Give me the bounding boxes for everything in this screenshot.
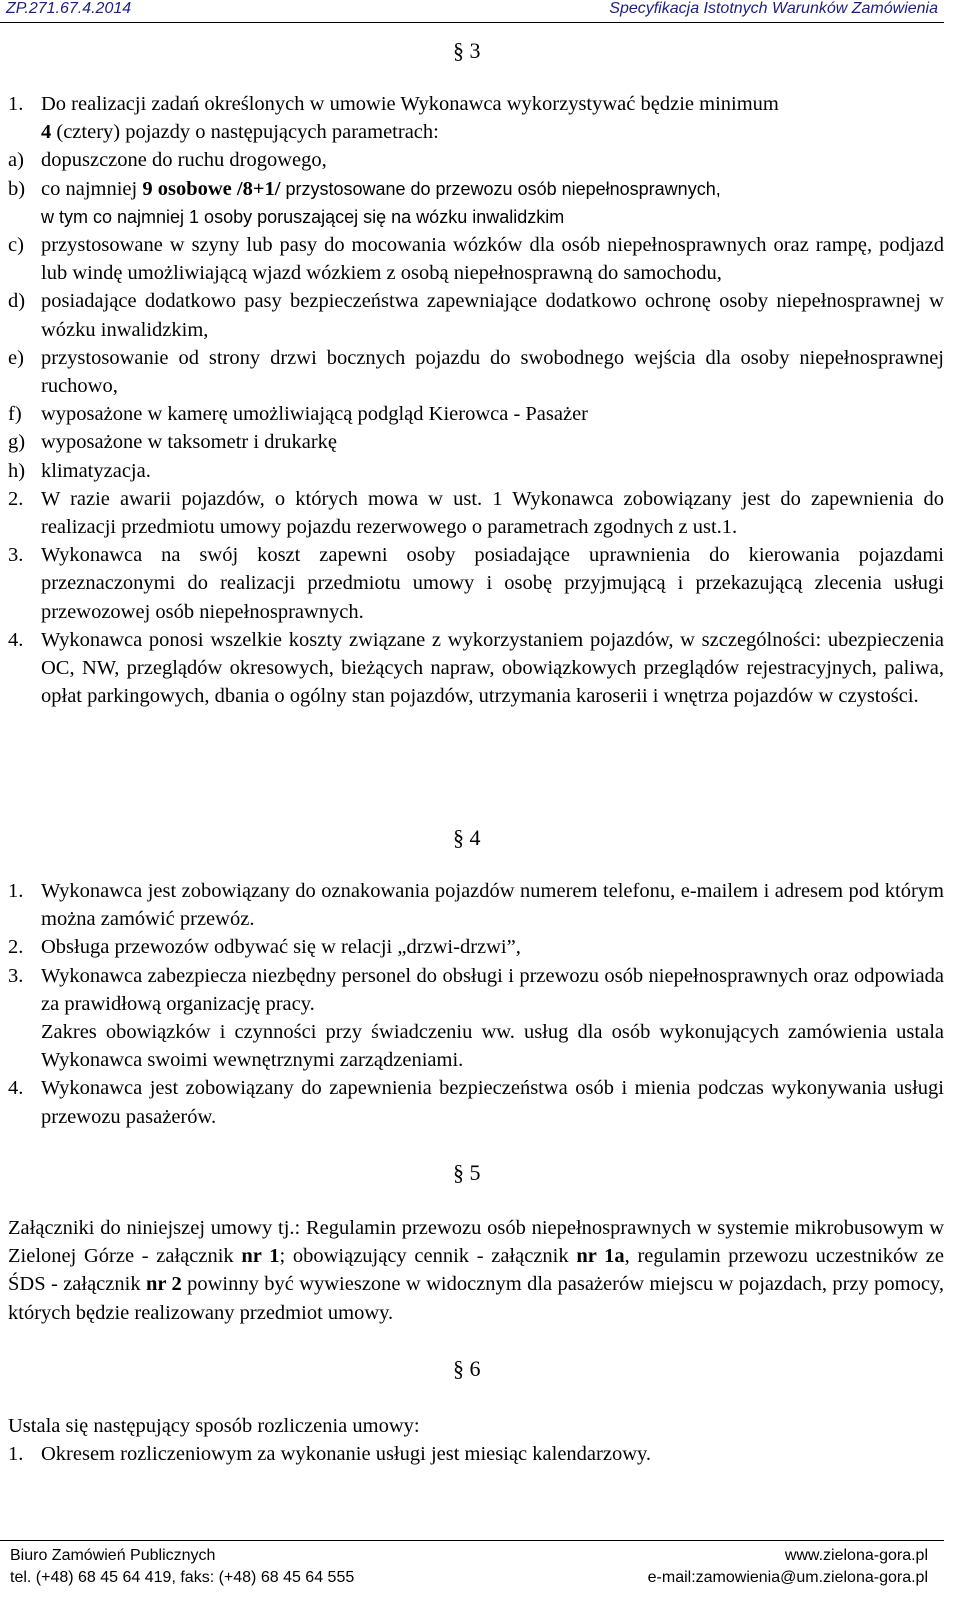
item-number: 4. (8, 628, 24, 651)
item-text: W razie awarii pojazdów, o których mowa w ust. 1 Wykonawca zobowiązany jest do zapewnienia do realizacji przedmiotu umowy pojazdu rezerwowego o parametrach zgodnych z ust.1. (41, 487, 944, 539)
footer-website: www.zielona-gora.pl (784, 1547, 928, 1564)
item-number: 3. (8, 964, 24, 987)
sub-letter: a) (8, 149, 24, 172)
item-text: Wykonawca zabezpiecza niezbędny personel do obsługi i przewozu osób niepełnosprawnych oraz odpowiada za prawidłową organizację pracy. (41, 964, 944, 1015)
s4-item-4 (8, 1074, 944, 1130)
section-6-title: § 6 (453, 1356, 481, 1381)
sub-text: dopuszczone do ruchu drogowego, (41, 149, 327, 172)
document-reference: ZP.271.67.4.2014 (6, 0, 132, 17)
section-5-body (8, 1214, 944, 1327)
item-bold: 4 (41, 121, 52, 144)
item-number: 2. (8, 936, 24, 959)
item-text: Wykonawca jest zobowiązany do oznakowania pojazdów numerem telefonu, e-mailem i adresem pod którym można zamówić przewóz. (41, 880, 944, 931)
s6-item-1 (8, 1440, 944, 1468)
s4-item-1 (8, 877, 944, 933)
sub-text-sans: przystosowane do przewozu osób niepełnosprawnych, (280, 178, 721, 199)
sub-bold: 9 osobowe /8+1/ (142, 177, 281, 200)
s5-attachment-1a: nr 1a (576, 1245, 625, 1268)
section-3-title: § 3 (453, 38, 481, 63)
section-5-title: § 5 (453, 1160, 481, 1185)
footer-email: e-mail:zamowienia@um.zielona-gora.pl (647, 1569, 928, 1586)
s5-attachment-1: nr 1 (241, 1245, 280, 1268)
s5-text-3: , regulamin przewozu uczestników ze ŚDS - załącznik (8, 1245, 944, 1296)
item-text: Do realizacji zadań określonych w umowie Wykonawca wykorzystywać będzie minimum (41, 93, 779, 115)
s3-item-4 (8, 626, 944, 711)
s3-sub-e (8, 344, 944, 400)
section-4-body (8, 877, 944, 1131)
item-number: 4. (8, 1077, 24, 1100)
s3-item-1 (8, 90, 944, 146)
s3-sub-b (8, 175, 944, 231)
page-header (0, 0, 944, 23)
document-title: Specyfikacja Istotnych Warunków Zamówienia (609, 0, 938, 17)
s3-sub-f (8, 400, 944, 428)
item-text-rest: (cztery) pojazdy o następujących parametrach: (51, 121, 439, 144)
s5-text-2: ; obowiązujący cennik - załącznik (279, 1245, 577, 1268)
s5-text-1: Załączniki do niniejszej umowy tj.: Regulamin przewozu osób niepełnosprawnych w systemie mikrobusowym w Zielonej Górze - załącznik (8, 1217, 944, 1268)
s5-attachment-2: nr 2 (145, 1273, 182, 1296)
item-number: 1. (8, 1443, 24, 1466)
item-text: Wykonawca jest zobowiązany do zapewnienia bezpieczeństwa osób i mienia podczas wykonywania usługi przewozu pasażerów. (41, 1077, 944, 1128)
item-text: Obsługa przewozów odbywać się w relacji „drzwi-drzwi”, (41, 936, 521, 959)
s4-item-2 (8, 933, 944, 961)
s3-sub-c (8, 231, 944, 287)
page-footer (0, 1540, 944, 1598)
sub-text: klimatyzacja. (41, 459, 151, 482)
s4-item-3 (8, 962, 944, 1075)
sub-letter: b) (8, 177, 26, 200)
sub-text: przystosowane w szyny lub pasy do mocowania wózków dla osób niepełnosprawnych oraz rampę, podjazd lub windę umożliwiającą wjazd wózkiem z osobą niepełnosprawną do samochodu, (41, 234, 944, 285)
footer-office: Biuro Zamówień Publicznych (10, 1547, 216, 1564)
sub-letter: g) (8, 431, 26, 454)
sub-letter: d) (8, 290, 26, 313)
s3-sub-d (8, 287, 944, 343)
item-number: 2. (8, 487, 24, 510)
s3-sub-h (8, 457, 944, 485)
s5-text-4: powinny być wywieszone w widocznym dla pasażerów miejscu w pojazdach, przy pomocy, których będzie realizowany przedmiot umowy. (8, 1273, 944, 1324)
item-text: Okresem rozliczeniowym za wykonanie usługi jest miesiąc kalendarzowy. (41, 1443, 652, 1466)
section-6-body (8, 1412, 944, 1468)
item-extra-text: Zakres obowiązków i czynności przy świadczeniu ww. usług dla osób wykonujących zamówienia ustala Wykonawca swoimi wewnętrznymi zarządzeniami. (41, 1021, 944, 1072)
s3-item-2 (8, 485, 944, 541)
s6-intro: Ustala się następujący sposób rozliczenia umowy: (8, 1415, 420, 1437)
sub-letter: e) (8, 346, 24, 369)
s3-sub-g (8, 428, 944, 456)
sub-text: wyposażone w kamerę umożliwiającą podgląd Kierowca - Pasażer (41, 403, 589, 426)
item-text: Wykonawca ponosi wszelkie koszty związane z wykorzystaniem pojazdów, w szczególności: ubezpieczenia OC, NW, przeglądów okresowych, bieżących napraw, obowiązkowych przeglądów rejestracyjnych, paliwa, opłat parkingowych, dbania o ogólny stan pojazdów, utrzymania karoserii i wnętrza pojazdów w czystości. (41, 628, 944, 708)
item-number: 3. (8, 544, 24, 567)
sub-letter: h) (8, 459, 26, 482)
item-number: 1. (8, 93, 24, 115)
sub-letter: f) (8, 403, 22, 426)
sub-text: przystosowanie od strony drzwi bocznych pojazdu do swobodnego wejścia dla osoby niepełnosprawnej ruchowo, (41, 346, 944, 398)
sub-text: wyposażone w taksometr i drukarkę (41, 431, 338, 454)
sub-letter: c) (8, 234, 24, 257)
item-number: 1. (8, 880, 24, 902)
s3-sub-a (8, 146, 944, 174)
sub-text: co najmniej (41, 177, 143, 200)
section-4-title: § 4 (453, 825, 481, 850)
item-text: Wykonawca na swój koszt zapewni osoby posiadające uprawnienia do kierowania pojazdami przeznaczonymi do realizacji przedmiotu umowy i osobę przyjmującą i przekazującą zlecenia usługi przewozowej osób niepełnosprawnych. (41, 544, 944, 623)
sub-text-sans-2: w tym co najmniej 1 osoby poruszającej się na wózku inwalidzkim (41, 206, 565, 227)
section-3-body (8, 90, 944, 710)
footer-phone: tel. (+48) 68 45 64 419, faks: (+48) 68 45 64 555 (10, 1569, 355, 1586)
sub-text: posiadające dodatkowo pasy bezpieczeństwa zapewniające dodatkowo ochronę osoby niepełnosprawnej w wózku inwalidzkim, (41, 290, 944, 341)
s3-item-3 (8, 541, 944, 626)
